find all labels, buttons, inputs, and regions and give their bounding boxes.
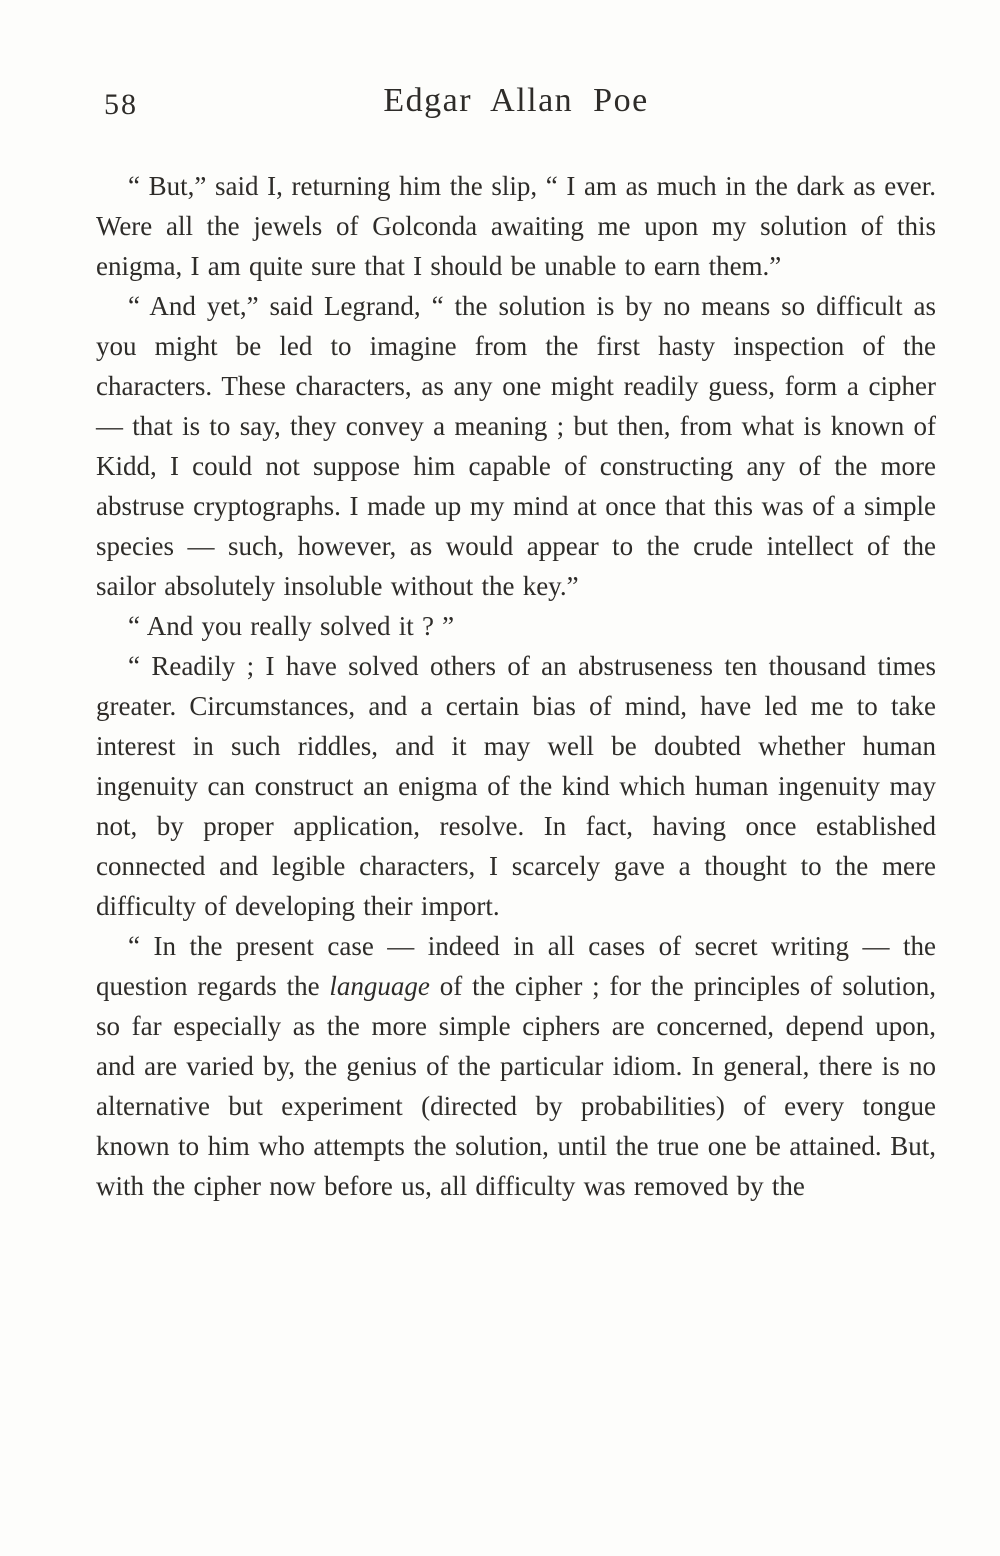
page-body — [96, 166, 936, 1206]
paragraph — [96, 606, 936, 646]
paragraph-text: “ And you really solved it ? ” — [128, 611, 455, 641]
paragraph-text: of the cipher ; for the principles of solution, so far especially as the more simple ciphers are concerned, depend upon, and are varied by, the genius of the particular idiom. In general, there is no alternative but experiment (directed by probabilities) of every tongue known to him who attempts the solution, until the true one be attained. But, with the cipher now before us, all difficulty was removed by the — [96, 971, 936, 1201]
paragraph — [96, 926, 936, 1206]
paragraph-text: “ And yet,” said Legrand, “ the solution is by no means so difficult as you might be led to imagine from the first hasty inspection of the characters. These characters, as any one might readily guess, form a cipher — that is to say, they convey a meaning ; but then, from what is known of Kidd, I could not suppose him capable of constructing any of the more abstruse cryptographs. I made up my mind at once that this was of a simple species — such, however, as would appear to the crude intellect of the sailor absolutely insoluble without the key.” — [96, 291, 936, 601]
paragraph — [96, 646, 936, 926]
paragraph — [96, 286, 936, 606]
paragraph-text: “ Readily ; I have solved others of an abstruseness ten thousand times greater. Circumstances, and a certain bias of mind, have led me to take interest in such riddles, and it may well be doubted whether human ingenuity can construct an enigma of the kind which human ingenuity may not, by proper application, resolve. In fact, having once established connected and legible characters, I scarcely gave a thought to the mere difficulty of developing their import. — [96, 651, 936, 921]
page-number: 58 — [104, 88, 138, 121]
paragraph-text: “ In the present case — indeed in all cases of secret writing — the question regards the — [96, 931, 936, 1001]
paragraph-text: “ But,” said I, returning him the slip, “ I am as much in the dark as ever. Were all the jewels of Golconda awaiting me upon my solution of this enigma, I am quite sure that I should be unable to earn them.” — [96, 171, 936, 281]
paragraph-text-italic: language — [329, 971, 430, 1001]
page-header — [96, 82, 936, 130]
paragraph — [96, 166, 936, 286]
running-head: Edgar Allan Poe — [383, 82, 649, 119]
